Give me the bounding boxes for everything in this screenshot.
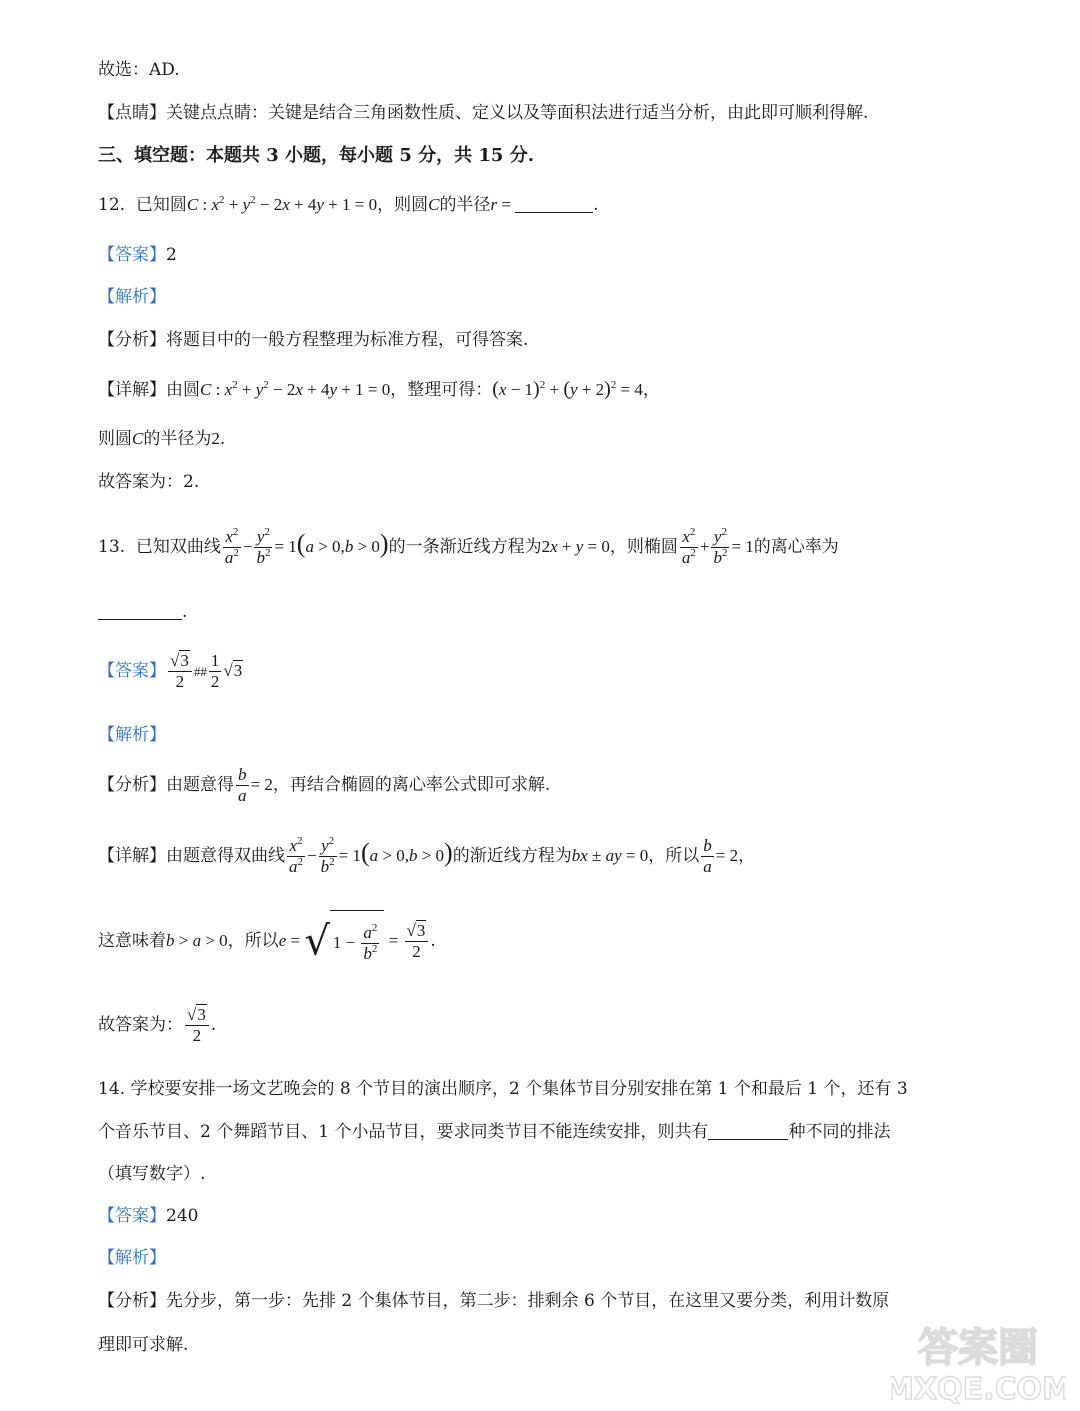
q13-line2-mid: ，所以 xyxy=(227,931,279,951)
q13-fenxi-line: 【分析】由题意得 $\frac{b}{a}$ = 2，再结合椭圆的离心率公式即可求解. xyxy=(98,765,551,805)
q13-detail-prefix: 由题意得双曲线 xyxy=(166,846,285,866)
q12-conclusion-line: 则圆C的半径为2. xyxy=(98,429,226,449)
section-heading: 三、填空题：本题共 3 小题，每小题 5 分，共 15 分. xyxy=(98,145,534,166)
q12-final-line: 故答案为：2. xyxy=(98,472,200,492)
q14-analysis-tag: 【解析】 xyxy=(98,1248,166,1268)
watermark-logo xyxy=(890,1315,1066,1405)
q14-answer-line xyxy=(98,1204,198,1228)
q14-fenxi-line2: 理即可求解. xyxy=(98,1335,189,1355)
q13-fenxi-tag: 【分析】 xyxy=(98,775,166,795)
q13-line2-prefix: 这意味着 xyxy=(98,931,166,951)
q12-analysis-tag: 【解析】 xyxy=(98,287,166,307)
q13-stem-mid1: 的一条渐近线方程为 xyxy=(388,537,542,557)
q13-eccentricity-sqrt: √ 1 − $\frac{a^2}{b^2}$ xyxy=(304,910,384,973)
q12-fenxi-tag: 【分析】 xyxy=(98,330,166,350)
q13-stem-mid2: ，则椭圆 xyxy=(609,537,678,557)
q12-fenxi-text: 将题目中的一般方程整理为标准方程，可得答案. xyxy=(166,330,529,350)
q13-detail-mid: 的渐近线方程为 xyxy=(452,846,572,866)
q13-stem-prefix: 已知双曲线 xyxy=(135,537,221,557)
q12-stem-prefix: 已知圆 xyxy=(135,195,187,215)
q14-answer: 240 xyxy=(166,1206,199,1226)
svg-text:MXQE.COM: MXQE.COM xyxy=(890,1372,1066,1405)
q14-fenxi-tag: 【分析】 xyxy=(98,1291,166,1311)
q14-stem-line2 xyxy=(98,1120,890,1144)
q13-detail-tag: 【详解】 xyxy=(98,846,166,866)
q12-detail-prefix: 由圆 xyxy=(166,380,200,400)
q12-conclusion-prefix: 则圆 xyxy=(98,429,132,449)
q12-answer-line xyxy=(98,243,177,267)
q13-detail-line: 【详解】由题意得双曲线 $\frac{x^2}{a^2}$ − $\frac{y^2}{b^2}$ = 1(a > 0,b > 0)的渐近线方程为bx ± ay = 0，所以 $\frac{b}{a}$ = 2， xyxy=(98,835,756,876)
q13-detail-mid2: ，所以 xyxy=(648,846,700,866)
q14-stem-line2-suffix: 种不同的排法 xyxy=(788,1122,891,1142)
q13-blank-line: . xyxy=(98,600,187,624)
q14-stem-line2-prefix: 个音乐节目、2 个舞蹈节目、1 个小品节目，要求同类节目不能连续安排，则共有 xyxy=(98,1122,709,1142)
q13-stem-suffix: 的离心率为 xyxy=(753,537,839,557)
q12-conclusion-mid: 的半径为 xyxy=(143,429,212,449)
q13-final-fraction: $\frac{√3}{2}$ xyxy=(185,1005,209,1046)
q14-stem-line3: （填写数字）. xyxy=(98,1164,206,1184)
q13-eccentricity-line: 这意味着b > a > 0，所以e = √ 1 − $\frac{a^2}{b^2}$ = $\frac{√3}{2}$ . xyxy=(98,910,436,973)
q14-answer-blank xyxy=(708,1139,788,1140)
q13-analysis-tag: 【解析】 xyxy=(98,725,166,745)
q12-circle-equation: C xyxy=(186,195,199,214)
q12-stem: 12. 已知圆C : $x^2 + y^2 - 2x + 4y + 1 = 0$，则圆C的半径r = . xyxy=(98,194,599,215)
q12-detail-mid: ，整理可得： xyxy=(390,380,493,400)
q13-ratio-fraction: $\frac{b}{a}$ xyxy=(238,765,247,805)
q13-answer-blank xyxy=(98,619,182,620)
q13-answer-alt: $\frac{1}{2}$ xyxy=(210,651,220,691)
q14-fenxi-line1 xyxy=(98,1289,889,1313)
q12-number: 12. xyxy=(98,195,126,215)
comment-text: 关键点点睛：关键是结合三角函数性质、定义以及等面积法进行适当分析，由此即可顺利得解. xyxy=(166,103,869,123)
q13-final-prefix: 故答案为： xyxy=(98,1015,183,1035)
q12-detail-tag: 【详解】 xyxy=(98,380,166,400)
comment-line xyxy=(98,101,868,125)
q13-answer-tag: 【答案】 xyxy=(98,661,166,681)
q13-answer-line: 【答案】 $\frac{√3}{2}$ ## $\frac{1}{2}$ √3 xyxy=(98,651,243,691)
q13-fenxi-suffix: ，再结合椭圆的离心率公式即可求解. xyxy=(272,775,551,795)
q13-answer-sep: ## xyxy=(193,664,207,679)
q14-fenxi-text1: 先分步，第一步：先排 2 个集体节目，第二步：排剩余 6 个节目，在这里又要分类，利用计数原 xyxy=(166,1291,890,1311)
q12-answer-blank xyxy=(515,212,593,213)
q13-final-line: 故答案为： $\frac{√3}{2}$ . xyxy=(98,1005,217,1045)
q14-stem-line1: 14. 学校要安排一场文艺晚会的 8 个节目的演出顺序，2 个集体节目分别安排在第 1 个和最后 1 个，还有 3 xyxy=(98,1079,908,1099)
comment-tag: 【点睛】 xyxy=(98,103,166,123)
q14-answer-tag: 【答案】 xyxy=(98,1206,166,1226)
svg-text:答案圈: 答案圈 xyxy=(918,1325,1038,1371)
q12-fenxi-line xyxy=(98,328,528,352)
q13-stem: 13. 已知双曲线 $\frac{x^2}{a^2}$ − $\frac{y^2}{b^2}$ = 1(a > 0,b > 0)的一条渐近线方程为2x + y = 0，则椭圆 $\frac{x^2}{a^2}$ + $\frac{y^2}{b^2}$ = 1的离心率为 xyxy=(98,526,839,567)
q12-stem-suffix: 的半径 xyxy=(439,195,491,215)
q13-ellipse-fraction: $\frac{x^2}{a^2}$ xyxy=(681,526,696,567)
q12-answer: 2 xyxy=(166,245,177,265)
watermark-logo-graphic xyxy=(890,1315,1066,1405)
choice-line: 故选：AD. xyxy=(98,60,180,80)
q12-conclusion-value: 2 xyxy=(211,429,220,448)
q12-stem-mid: ，则圆 xyxy=(377,195,429,215)
q13-fenxi-prefix: 由题意得 xyxy=(166,775,234,795)
q13-number: 13. xyxy=(98,537,126,557)
q13-answer-fraction: $\frac{√3}{2}$ xyxy=(168,651,192,692)
q12-answer-tag: 【答案】 xyxy=(98,245,166,265)
q12-detail-line: 【详解】由圆C : $x^2 + y^2 - 2x + 4y + 1 = 0$，整理可得：$(x - 1)^2 + (y + 2)^2 = 4$， xyxy=(98,378,660,400)
q13-hyperbola-fraction-x: $\frac{x^2}{a^2}$ xyxy=(224,526,239,567)
